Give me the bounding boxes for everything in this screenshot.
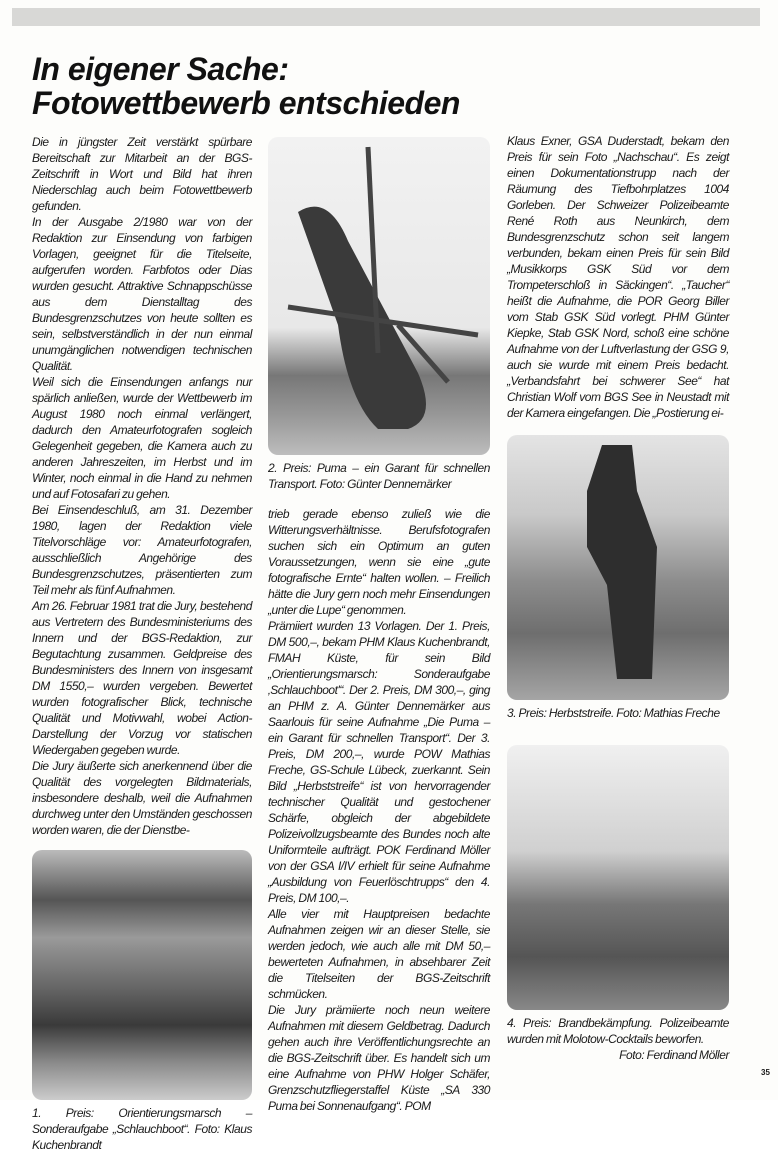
column-3-wrapper — [507, 133, 729, 1063]
photo-puma-helicopter — [268, 137, 490, 455]
paragraph: Bei Einsendeschluß, am 31. Dezember 1980, lagen der Redaktion viele Titelvorschläge vor: Amateurfotografen, ausschließlich Angehörige des Bundesgrenzschutzes, präsentierten zum Teil mehr als fünf Aufnahmen. — [32, 503, 252, 597]
title-line-2: Fotowettbewerb entschieden — [32, 85, 460, 121]
caption-photo-4-credit: Foto: Ferdinand Möller — [619, 1048, 729, 1062]
column-1 — [32, 134, 252, 838]
column-2-wrapper — [268, 137, 490, 1114]
header-bar — [12, 8, 760, 26]
soldier-illustration — [507, 435, 729, 700]
column-1-wrapper — [32, 134, 252, 1153]
column-2 — [268, 506, 490, 1114]
paragraph: Die Jury prämiierte noch neun weitere Aufnahmen mit diesem Geldbetrag. Dadurch gehen auch ihre Veröffentlichungsrechte an die BGS-Zeitschrift über. Es handelt sich um eine Aufnahme von PHW Holger Schäfer, Grenzschutzfliegerstaffel Küste „SA 330 Puma bei Sonnenaufgang“. POM — [268, 1003, 490, 1113]
paragraph: Die Jury äußerte sich anerkennend über die Qualität des vorgelegten Bildmaterials, insbesondere deshalb, weil die Aufnahmen durchweg unter den Umständen geschossen worden waren, die der Dienstbe- — [32, 759, 252, 837]
article-title — [32, 52, 460, 120]
paragraph: Die in jüngster Zeit verstärkt spürbare Bereitschaft zur Mitarbeit an der BGS-Zeitschrift in Wort und Bild hat ihren Niederschlag auch beim Fotowettbewerb gefunden. — [32, 135, 252, 213]
caption-photo-2: 2. Preis: Puma – ein Garant für schnellen Transport. Foto: Günter Dennemärker — [268, 461, 490, 491]
paragraph: Weil sich die Einsendungen anfangs nur spärlich anließen, wurde der Wettbewerb im August 1980 noch einmal verlängert, dadurch den Amateurfotografen sogleich Gelegenheit gegeben, die Kamera auch zu anderen Jahreszeiten, im Herbst und im Winter, noch einmal in die Hand zu nehmen und auf Fotosafari zu gehen. — [32, 375, 252, 501]
photo-herbststreife — [507, 435, 729, 700]
column-3 — [507, 133, 729, 421]
photo-brandbekaempfung — [507, 745, 729, 1010]
paragraph: Klaus Exner, GSA Duderstadt, bekam den Preis für sein Foto „Nachschau“. Es zeigt einen Dokumentationstrupp nach der Räumung des Tiefbohrplatzes 1004 Gorleben. Der Schweizer Polizeibeamte René Roth aus Neunkirch, dem Bundesgrenzschutz schon seit langem verbunden, bekam einen Preis für sein Bild „Musikkorps GSK Süd vor dem Trompeterschloß in Säckingen“. „Taucher“ heißt die Aufnahme, die POR Georg Biller vom Stab GSK Süd vorlegt. PHM Günter Kiepke, Stab GSK Nord, schoß eine schöne Aufnahme von der Luftverlastung der GSG 9, auch sie wurde mit einem Preis bedacht. „Verbandsfahrt bei schwerer See“ hat Christian Wolf vom BGS See in Neustadt mit der Kamera eingefangen. Die „Postierung ei- — [507, 134, 729, 420]
paragraph: In der Ausgabe 2/1980 war von der Redaktion zur Einsendung von farbigen Vorlagen, geeignet für die Titelseite, aufgerufen worden. Farbfotos oder Dias wurden gesucht. Attraktive Schnappschüsse aus dem Dienstalltag des Bundesgrenzschutzes von heute sollten es sein, selbstverständlich in der nun einmal unumgänglichen notwendigen technischen Qualität. — [32, 215, 252, 373]
paragraph: Prämiiert wurden 13 Vorlagen. Der 1. Preis, DM 500,–, bekam PHM Klaus Kuchenbrandt, FMAH Küste, für sein Bild „Orientierungsmarsch: Sonderaufgabe ‚Schlauchboot'“. Der 2. Preis, DM 300,–, ging an PHM z. A. Günter Dennemärker aus Saarlouis für seine Aufnahme „Die Puma – ein Garant für schnellen Transport“. Der 3. Preis, DM 200,–, wurde POW Mathias Freche, GS-Schule Lübeck, zuerkannt. Sein Bild „Herbststreife“ ist von hervorragender technischer Qualität und gestochener Schärfe, obgleich der abgebildete Polizeivollzugsbeamte des Bundes noch alte Uniformteile aufträgt. POK Ferdinand Möller von der GSA I/IV erhielt für seine Aufnahme „Ausbildung von Feuerlöschtrupps“ den 4. Preis, DM 100,–. — [268, 619, 490, 905]
caption-photo-3: 3. Preis: Herbststreife. Foto: Mathias Freche — [507, 706, 720, 720]
helicopter-illustration — [268, 137, 490, 455]
caption-photo-4-text: 4. Preis: Brandbekämpfung. Polizeibeamte wurden mit Molotow-Cocktails beworfen. — [507, 1016, 729, 1046]
caption-photo-1: 1. Preis: Orientierungsmarsch – Sonderaufgabe „Schlauchboot“. Foto: Klaus Kuchenbrandt — [32, 1106, 252, 1152]
photo-schlauchboot — [32, 850, 252, 1100]
paragraph: Am 26. Februar 1981 trat die Jury, bestehend aus Vertretern des Bundesministeriums des Innern und der BGS-Redaktion, zur Begutachtung zusammen. Geldpreise des Bundesministers des Innern von insgesamt DM 1550,– wurden vergeben. Bewertet wurden fotografischer Blick, technische Qualität und Motivwahl, wobei Action-Darstellung der Vorzug vor statischen Wiedergaben gegeben wurde. — [32, 599, 252, 757]
caption-photo-4 — [507, 1015, 729, 1063]
title-line-1: In eigener Sache: — [32, 51, 289, 87]
paragraph: trieb gerade ebenso zuließ wie die Witterungsverhältnisse. Berufsfotografen suchen sich ein Optimum an guten Voraussetzungen, wenn sie eine „gute fotografische Ernte“ halten wollen. – Freilich hätte die Jury gern noch mehr Einsendungen „unter die Lupe“ genommen. — [268, 507, 490, 617]
page-number: 35 — [761, 1068, 770, 1077]
paragraph: Alle vier mit Hauptpreisen bedachte Aufnahmen zeigen wir an dieser Stelle, sie werden jedoch, wie auch alle mit DM 50,– bewerteten Aufnahmen, in absehbarer Zeit die Titelseiten der BGS-Zeitschrift schmücken. — [268, 907, 490, 1001]
